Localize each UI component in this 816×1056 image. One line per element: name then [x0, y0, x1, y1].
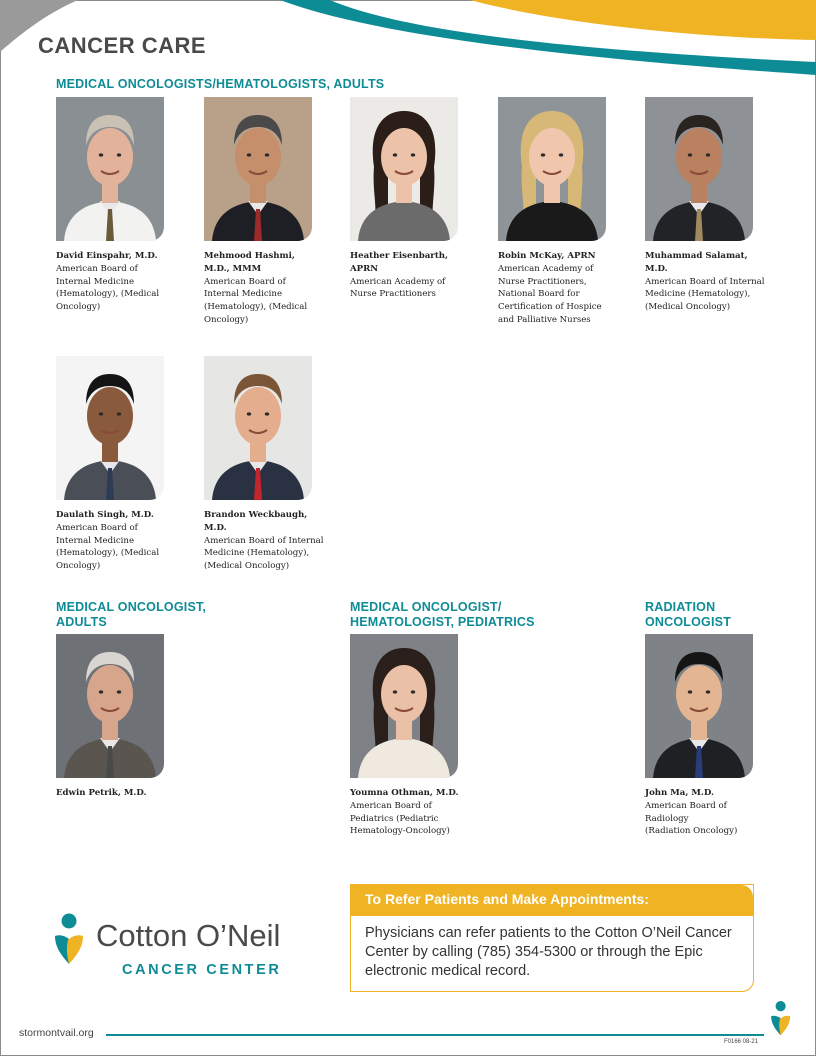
provider-card [204, 97, 324, 327]
provider-photo [56, 356, 164, 500]
provider-card [204, 356, 324, 573]
provider-name: Muhammad Salamat, M.D. [645, 251, 748, 274]
section-heading-line: MEDICAL ONCOLOGIST, [56, 600, 207, 614]
provider-credentials: American Board of Pediatrics (Pediatric Hematology-Oncology) [350, 800, 450, 837]
section-heading-line: HEMATOLOGIST, PEDIATRICS [350, 615, 535, 629]
provider-credentials: American Board of Radiology (Radiation Oncology) [645, 800, 738, 837]
corner-logo-mark-icon [768, 1000, 796, 1038]
footer-website-link[interactable]: stormontvail.org [19, 1027, 94, 1039]
provider-card [498, 97, 618, 327]
section-heading-line: ONCOLOGIST [645, 615, 732, 629]
provider-name: Brandon Weckbaugh, M.D. [204, 510, 308, 533]
provider-photo [350, 97, 458, 241]
provider-card [56, 634, 176, 800]
footer-form-code: F0166 08-21 [724, 1039, 759, 1045]
section-heading-pediatric-oncologist [350, 600, 535, 630]
provider-photo [645, 97, 753, 241]
provider-card [645, 634, 765, 838]
page-title: CANCER CARE [38, 33, 207, 58]
provider-credentials: American Board of Internal Medicine (Hematology), (Medical Oncology) [204, 276, 308, 325]
provider-photo [204, 97, 312, 241]
provider-photo [350, 634, 458, 778]
cotton-oneil-logo [52, 912, 312, 982]
logo-mark-icon [52, 912, 90, 968]
provider-photo [204, 356, 312, 500]
provider-card [56, 97, 176, 314]
provider-credentials: American Board of Internal Medicine (Hematology), (Medical Oncology) [645, 276, 765, 313]
provider-name: Edwin Petrik, M.D. [56, 788, 147, 798]
footer-divider [106, 1034, 764, 1036]
provider-name: Daulath Singh, M.D. [56, 510, 154, 520]
section-heading-line: RADIATION [645, 600, 716, 614]
provider-photo [498, 97, 606, 241]
section-heading-line: MEDICAL ONCOLOGIST/ [350, 600, 502, 614]
provider-name: David Einspahr, M.D. [56, 251, 158, 261]
provider-card [350, 634, 470, 838]
provider-card [350, 97, 470, 301]
referral-box [350, 884, 754, 992]
provider-credentials: American Board of Internal Medicine (Hematology), (Medical Oncology) [56, 263, 160, 313]
section-heading-adult-oncologist [56, 600, 206, 630]
provider-credentials: American Academy of Nurse Practitioners, National Board for Certification of Hospice and Palliative Nurses [498, 263, 602, 325]
section-heading-adult-oncologists-hematologists: MEDICAL ONCOLOGISTS/HEMATOLOGISTS, ADULTS [56, 77, 385, 91]
provider-card [56, 356, 176, 573]
section-heading-line: ADULTS [56, 615, 107, 629]
provider-photo [56, 634, 164, 778]
provider-photo [56, 97, 164, 241]
provider-credentials: American Academy of Nurse Practitioners [350, 276, 446, 300]
provider-name: John Ma, M.D. [645, 788, 714, 798]
provider-name: Youmna Othman, M.D. [350, 788, 459, 798]
provider-credentials: American Board of Internal Medicine (Hematology), (Medical Oncology) [56, 522, 160, 572]
provider-name: Heather Eisenbarth, APRN [350, 251, 449, 274]
provider-photo [645, 634, 753, 778]
provider-card [645, 97, 765, 314]
referral-heading: To Refer Patients and Make Appointments: [351, 885, 753, 916]
provider-credentials: American Board of Internal Medicine (Hematology), (Medical Oncology) [204, 535, 324, 572]
logo-subtitle: CANCER CENTER [122, 962, 282, 978]
provider-name: Mehmood Hashmi, M.D., MMM [204, 251, 295, 274]
provider-name: Robin McKay, APRN [498, 251, 596, 261]
referral-body: Physicians can refer patients to the Cotton O’Neil Cancer Center by calling (785) 354-5300 or through the Epic electronic medical record. [365, 925, 732, 979]
logo-name: Cotton O’Neil [96, 918, 281, 953]
section-heading-radiation-oncologist [645, 600, 731, 630]
